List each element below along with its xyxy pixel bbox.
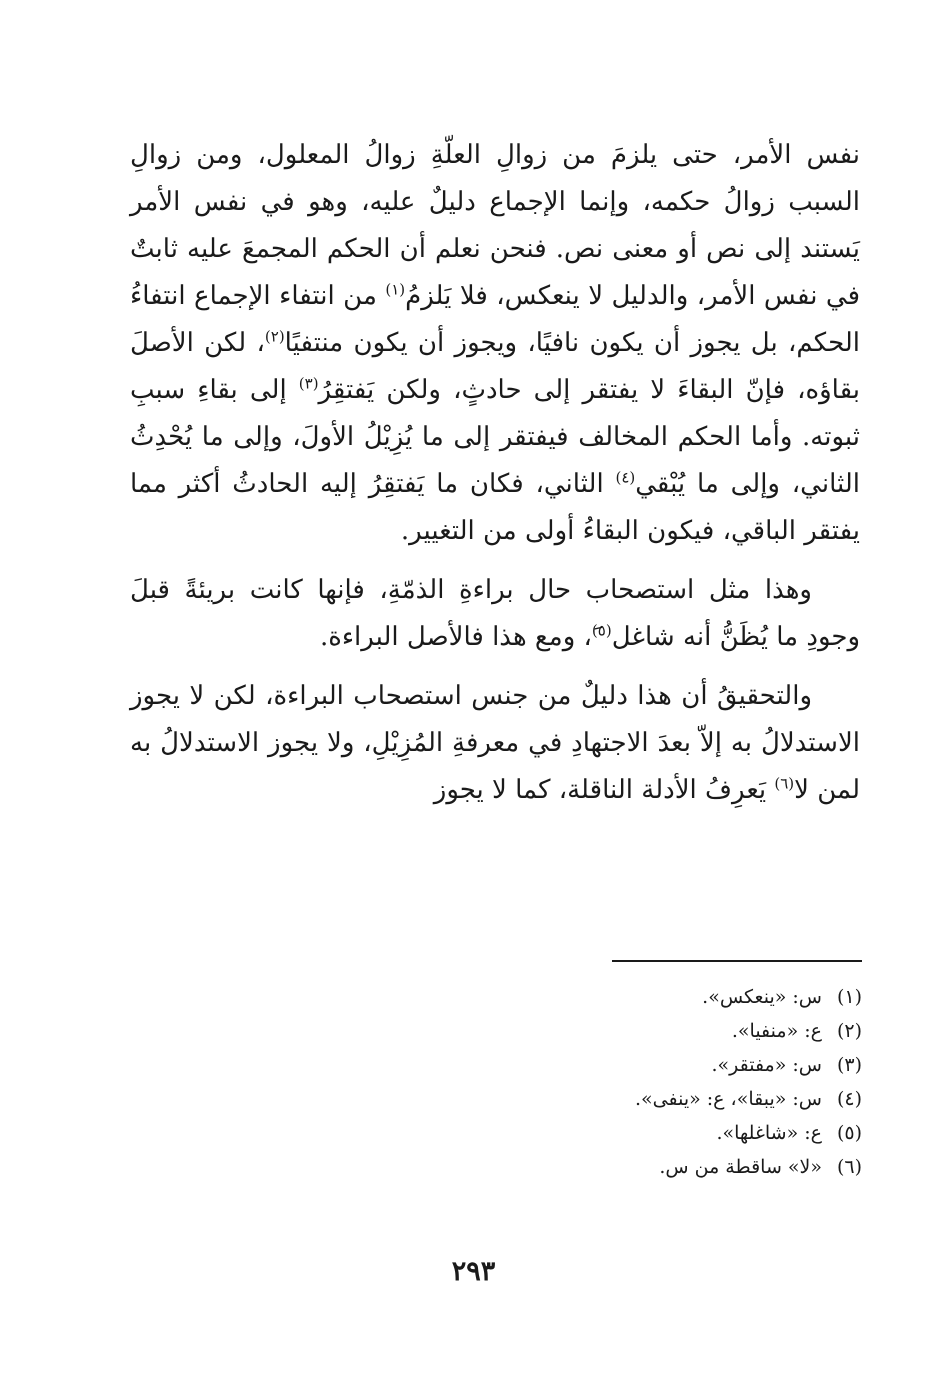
- footnote-number: (٢): [836, 1020, 862, 1042]
- footnote-1: [400, 980, 862, 1014]
- footnote-text: «لا» ساقطة من س.: [659, 1156, 822, 1178]
- text-segment: ، لكن الأصلَ بقاؤه، فإنّ البقاءَ لا يفتقر إلى حادثٍ، ولكن يَفتقِرُ: [130, 328, 860, 405]
- footnote-text: ع: «شاغلها».: [716, 1122, 822, 1144]
- footnote-ref-2[interactable]: (٢): [264, 327, 285, 346]
- footnote-ref-5[interactable]: (٥): [591, 621, 612, 640]
- text-segment: َ، ومع هذا فالأصل البراءة.: [319, 622, 592, 652]
- footnote-number: (٣): [836, 1054, 862, 1076]
- footnote-4: [400, 1082, 862, 1116]
- footnotes-list: [400, 980, 862, 1184]
- text-segment: يَعرِفُ الأدلة الناقلة، كما لا يجوز: [433, 775, 775, 805]
- paragraph-2: [130, 567, 860, 661]
- footnote-number: (٥): [836, 1122, 862, 1144]
- footnote-ref-6[interactable]: (٦): [774, 774, 795, 793]
- footnote-3: [400, 1048, 862, 1082]
- text-segment: إلى بقاءِ سببِ ثبوته. وأما الحكم المخالف فيفتقر إلى ما يُزِيْلُ الأولَ، وإلى ما يُحْدِثُ الثاني، وإلى ما يُبْقي: [130, 375, 861, 499]
- text-segment: نفس الأمر، حتى يلزمَ من زوالِ العلّةِ زوالُ المعلول، ومن زوالِ السبب زوالُ حكمه، وإنما الإجماع دليلٌ عليه، وهو في نفس الأمر يَستند إلى نص أو معنى نص. فنحن نعلم أن الحكم المجمعَ عليه ثابتٌ في نفس الأمر، والدليل لا ينعكس، فلا يَلزمُ: [130, 140, 860, 311]
- footnote-text: س: «مفتقر».: [711, 1054, 822, 1076]
- footnote-2: [400, 1014, 862, 1048]
- footnote-text: س: «يبقا»، ع: «ينفى».: [634, 1088, 822, 1110]
- footnote-ref-4[interactable]: (٤): [615, 468, 636, 487]
- page-number: ٢٩٣: [451, 1256, 496, 1287]
- text-segment: من انتفاء الإجماع انتفاءُ الحكم، بل يجوز أن يكون نافيًا، ويجوز أن يكون منتفيًا: [130, 281, 860, 358]
- main-text: [130, 132, 860, 814]
- footnote-divider: [612, 960, 862, 962]
- footnote-ref-1[interactable]: (١): [385, 280, 406, 299]
- text-segment: الثاني، فكان ما يَفتقِرُ إليه الحادثُ أكثر مما يفتقر الباقي، فيكون البقاءُ أولى من التغيير.: [130, 469, 860, 546]
- footnote-text: ع: «منفيا».: [731, 1020, 822, 1042]
- footnote-ref-3[interactable]: (٣): [298, 374, 319, 393]
- footnote-5: [400, 1116, 862, 1150]
- footnote-number: (٤): [836, 1088, 862, 1110]
- footnote-number: (٦): [836, 1156, 862, 1178]
- text-segment: والتحقيقُ أن هذا دليلٌ من جنس استصحاب البراءة، لكن لا يجوز الاستدلالُ به إلاّ بعدَ الاجتهادِ في معرفةِ المُزِيْلِ، ولا يجوز الاستدلالُ به لمن لا: [130, 681, 860, 805]
- footnote-6: [400, 1150, 862, 1184]
- paragraph-1: [130, 132, 860, 555]
- footnote-text: س: «ينعكس».: [702, 986, 822, 1008]
- text-segment: وهذا مثل استصحاب حال براءةِ الذمّةِ، فإنها كانت بريئةً قبلَ وجودِ ما يُظَنُّ أنه شاغل: [130, 575, 860, 652]
- footnote-number: (١): [836, 986, 862, 1008]
- paragraph-3: [130, 673, 860, 814]
